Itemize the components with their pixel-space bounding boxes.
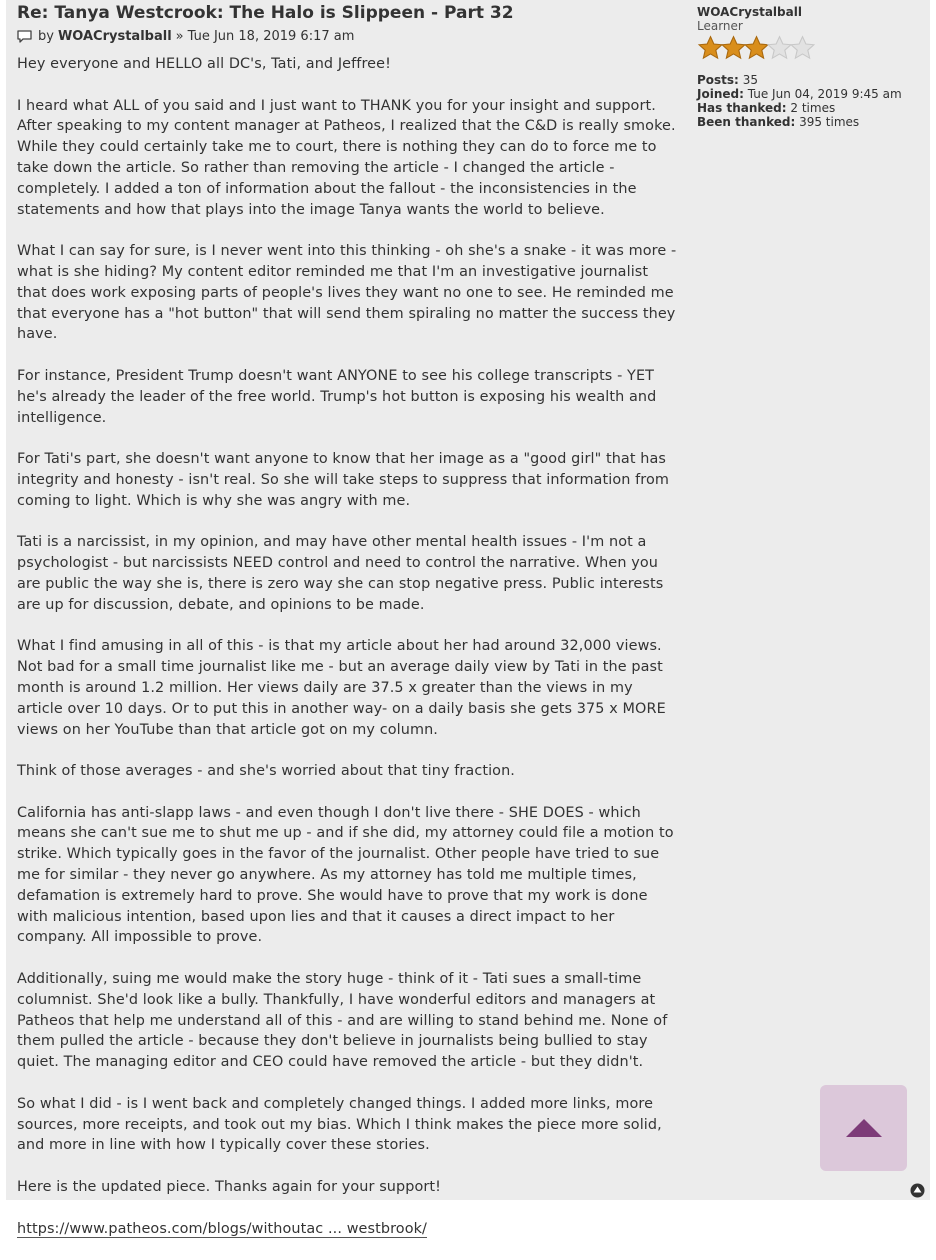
circle-up-icon[interactable] [910, 1183, 925, 1198]
post-link-paragraph [17, 1219, 677, 1240]
has-thanked-value[interactable]: 2 times [790, 101, 836, 115]
joined-row [697, 87, 917, 101]
post-container [6, 0, 930, 1237]
post-paragraph: So what I did - is I went back and completely changed things. I added more links, more sources, more receipts, and took out my bias. Which I think makes the piece more solid, and more in line with how I typically cover these stories. [17, 1095, 662, 1154]
post-link-icon[interactable] [17, 30, 32, 44]
star-empty-icon [789, 35, 816, 61]
post-content [17, 54, 677, 1239]
post-paragraph: Hey everyone and HELLO all DC's, Tati, and Jeffree! [17, 56, 391, 72]
back-to-top-button[interactable] [820, 1085, 907, 1171]
profile-rank: Learner [697, 19, 743, 33]
arrow-up-icon [844, 1117, 884, 1139]
posts-row [697, 73, 917, 87]
post-date: Tue Jun 18, 2019 6:17 am [187, 29, 355, 44]
by-label: by [38, 29, 54, 44]
been-thanked-label: Been thanked: [697, 115, 796, 129]
profile-username[interactable]: WOACrystalball [697, 5, 802, 19]
post-paragraph: For Tati's part, she doesn't want anyone to know that her image as a "good girl" that has integrity and honesty - isn't real. So she will take steps to suppress that information from coming to light. Which is why she was angry with me. [17, 451, 670, 509]
post-paragraph: Think of those averages - and she's worried about that tiny fraction. [17, 763, 515, 780]
article-link[interactable]: https://www.patheos.com/blogs/withoutac ... westbrook/ [17, 1220, 427, 1237]
post-paragraph: What I can say for sure, is I never went into this thinking - oh she's a snake - it was more - what is she hiding? My content editor reminded me that I'm an investigative journalist that does work exposing parts of people's lives they want no one to see. He reminded me that everyone has a "hot button" that will send them spiraling no matter the success they have. [17, 243, 677, 343]
been-thanked-row [697, 115, 917, 129]
post-paragraph: Tati is a narcissist, in my opinion, and may have other mental health issues - I'm not a psychologist - but narcissists NEED control and need to control the narrative. When you are public the way she is, there is zero way she can stop negative press. Public interests are up for discussion, debate, and opinions to be made. [17, 534, 664, 613]
has-thanked-row [697, 101, 917, 115]
has-thanked-label: Has thanked: [697, 101, 787, 115]
post-meta [17, 29, 677, 45]
author-profile [697, 5, 917, 129]
post-body [17, 0, 677, 1260]
rating-stars [697, 35, 917, 61]
post-paragraph: California has anti-slapp laws - and even though I don't live there - SHE DOES - which means she can't sue me to shut me up - and if she did, my attorney could file a motion to strike. Which typically goes in the favor of the journalist. Other people have tried to sue me for similar - they never go anywhere. As my attorney has told me multiple times, defamation is extremely hard to prove. She would have to prove that my work is done with malicious intention, based upon lies and that it causes a direct impact to her company. All impossible to prove. [17, 804, 674, 946]
post-author-link[interactable]: WOACrystalball [57, 29, 172, 44]
been-thanked-value[interactable]: 395 times [799, 115, 860, 129]
post-paragraph: What I find amusing in all of this - is that my article about her had around 32,000 views. Not bad for a small time journalist like me - but an average daily view by Tati in the past month is around 1.2 million. Her views daily are 37.5 x greater than the views in my article over 10 days. Or to put this in another way- on a daily basis she gets 375 x MORE views on her YouTube than that article got on my column. [17, 638, 666, 738]
post-paragraph: For instance, President Trump doesn't want ANYONE to see his college transcripts - YET he's already the leader of the free world. Trump's hot button is exposing his wealth and intelligence. [17, 367, 657, 426]
posts-value[interactable]: 35 [742, 73, 758, 87]
date-separator: » [175, 29, 184, 44]
post-paragraph: Here is the updated piece. Thanks again for your support! [17, 1179, 442, 1196]
joined-label: Joined: [697, 87, 744, 101]
posts-label: Posts: [697, 73, 739, 87]
joined-value: Tue Jun 04, 2019 9:45 am [747, 87, 902, 101]
post-paragraph: I heard what ALL of you said and I just want to THANK you for your insight and support. After speaking to my content manager at Patheos, I realized that the C&D is really smoke. While they could certainly take me to court, there is nothing they can do to force me to take down the article. So rather than removing the article - I changed the article - completely. I added a ton of information about the fallout - the inconsistencies in the statements and how that plays into the image Tanya wants the world to believe. [17, 97, 676, 218]
post-paragraph: Additionally, suing me would make the story huge - think of it - Tati sues a small-time columnist. She'd look like a bully. Thankfully, I have wonderful editors and managers at Patheos that help me understand all of this - and are willing to stand behind me. None of them pulled the article - because they don't believe in journalists being bullied to stay quiet. The managing editor and CEO could have removed the article - but they didn't. [17, 971, 668, 1071]
post-title[interactable]: Re: Tanya Westcrook: The Halo is Slippeen - Part 32 [17, 3, 514, 23]
